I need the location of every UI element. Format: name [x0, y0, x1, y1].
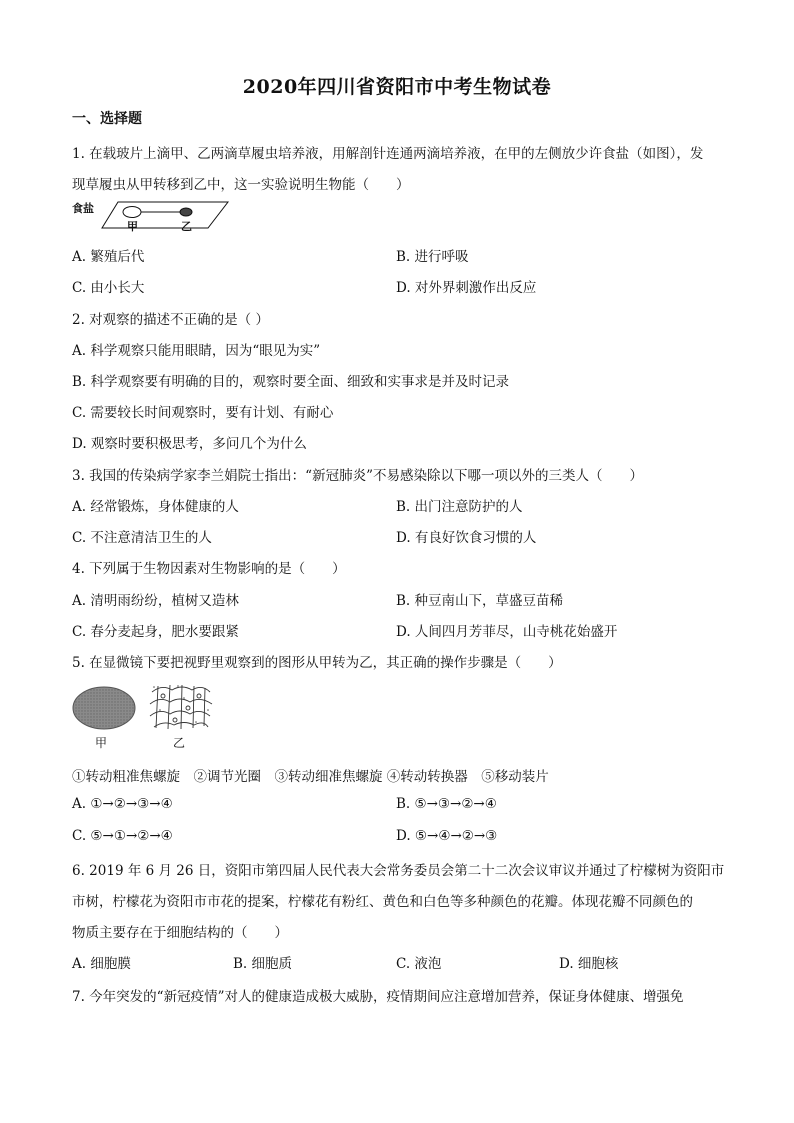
question-3-option-c: C. 不注意清洁卫生的人 — [72, 530, 212, 546]
drop-b — [180, 208, 192, 216]
question-5-option-b: B. ⑤→③→②→④ — [396, 796, 497, 812]
question-5-steps: ①转动粗准焦螺旋 ②调节光圈 ③转动细准焦螺旋 ④转动转换器 ⑤移动装片 — [72, 769, 549, 785]
question-4-option-a: A. 清明雨纷纷，植树又造林 — [72, 593, 239, 609]
question-3-option-d: D. 有良好饮食习惯的人 — [396, 530, 537, 546]
question-5-text: 5. 在显微镜下要把视野里观察到的图形从甲转为乙，其正确的操作步骤是（ ） — [72, 655, 562, 671]
question-1-option-b: B. 进行呼吸 — [396, 249, 469, 265]
figure-label-a: 甲 — [127, 220, 138, 233]
question-6-option-c: C. 液泡 — [396, 956, 442, 972]
question-4-option-b: B. 种豆南山下，草盛豆苗稀 — [396, 593, 564, 609]
question-6-option-a: A. 细胞膜 — [72, 956, 131, 972]
question-2-text: 2. 对观察的描述不正确的是（ ） — [72, 312, 269, 328]
figure-label-jia: 甲 — [95, 736, 108, 750]
question-4-option-d: D. 人间四月芳菲尽，山寺桃花始盛开 — [396, 624, 618, 640]
question-6-option-b: B. 细胞质 — [233, 956, 293, 972]
glass-slide — [102, 202, 228, 228]
figure-label-yi: 乙 — [173, 736, 186, 750]
question-6-option-d: D. 细胞核 — [559, 956, 619, 972]
question-6-text-line-3: 物质主要存在于细胞结构的（ ） — [72, 925, 288, 941]
question-5-option-a: A. ①→②→③→④ — [72, 796, 173, 812]
question-1-option-c: C. 由小长大 — [72, 280, 145, 296]
question-2-option-d: D. 观察时要积极思考，多问几个为什么 — [72, 436, 307, 452]
section-heading: 一、选择题 — [72, 111, 142, 127]
figure-salt-label: 食盐 — [72, 202, 94, 215]
page-title: 2020年四川省资阳市中考生物试卷 — [242, 76, 552, 98]
question-1-option-d: D. 对外界刺激作出反应 — [396, 280, 537, 296]
cell-view-figure — [148, 682, 214, 732]
question-2-option-b: B. 科学观察要有明确的目的，观察时要全面、细致和实事求是并及时记录 — [72, 374, 510, 390]
slide-diagram — [100, 198, 230, 232]
question-1-text-line-1: 1. 在载玻片上滴甲、乙两滴草履虫培养液，用解剖针连通两滴培养液，在甲的左侧放少许食盐（如图），发 — [72, 146, 704, 162]
question-4-option-c: C. 春分麦起身，肥水要跟紧 — [72, 624, 239, 640]
question-2-option-c: C. 需要较长时间观察时，要有计划、有耐心 — [72, 405, 334, 421]
blurry-view-figure — [72, 686, 136, 730]
drop-a — [123, 207, 141, 218]
question-3-text: 3. 我国的传染病学家李兰娟院士指出：“新冠肺炎”不易感染除以下哪一项以外的三类人（ ） — [72, 468, 643, 484]
question-1-option-a: A. 繁殖后代 — [72, 249, 145, 265]
question-5-option-d: D. ⑤→④→②→③ — [396, 828, 498, 844]
question-5-option-c: C. ⑤→①→②→④ — [72, 828, 173, 844]
question-4-text: 4. 下列属于生物因素对生物影响的是（ ） — [72, 561, 346, 577]
question-6-text-line-1: 6. 2019 年 6 月 26 日，资阳市第四届人民代表大会常务委员会第二十二次会议审议并通过了柠檬树为资阳市 — [72, 863, 725, 879]
question-6-text-line-2: 市树，柠檬花为资阳市市花的提案，柠檬花有粉红、黄色和白色等多种颜色的花瓣。体现花瓣不同颜色的 — [72, 894, 693, 910]
question-2-option-a: A. 科学观察只能用眼睛，因为“眼见为实” — [72, 343, 321, 359]
question-3-option-b: B. 出门注意防护的人 — [396, 499, 523, 515]
question-7-text: 7. 今年突发的“新冠疫情”对人的健康造成极大威胁，疫情期间应注意增加营养，保证身体健康、增强免 — [72, 989, 684, 1005]
question-1-text-line-2: 现草履虫从甲转移到乙中，这一实验说明生物能（ ） — [72, 177, 410, 193]
figure-label-b: 乙 — [181, 220, 192, 233]
question-3-option-a: A. 经常锻炼，身体健康的人 — [72, 499, 239, 515]
